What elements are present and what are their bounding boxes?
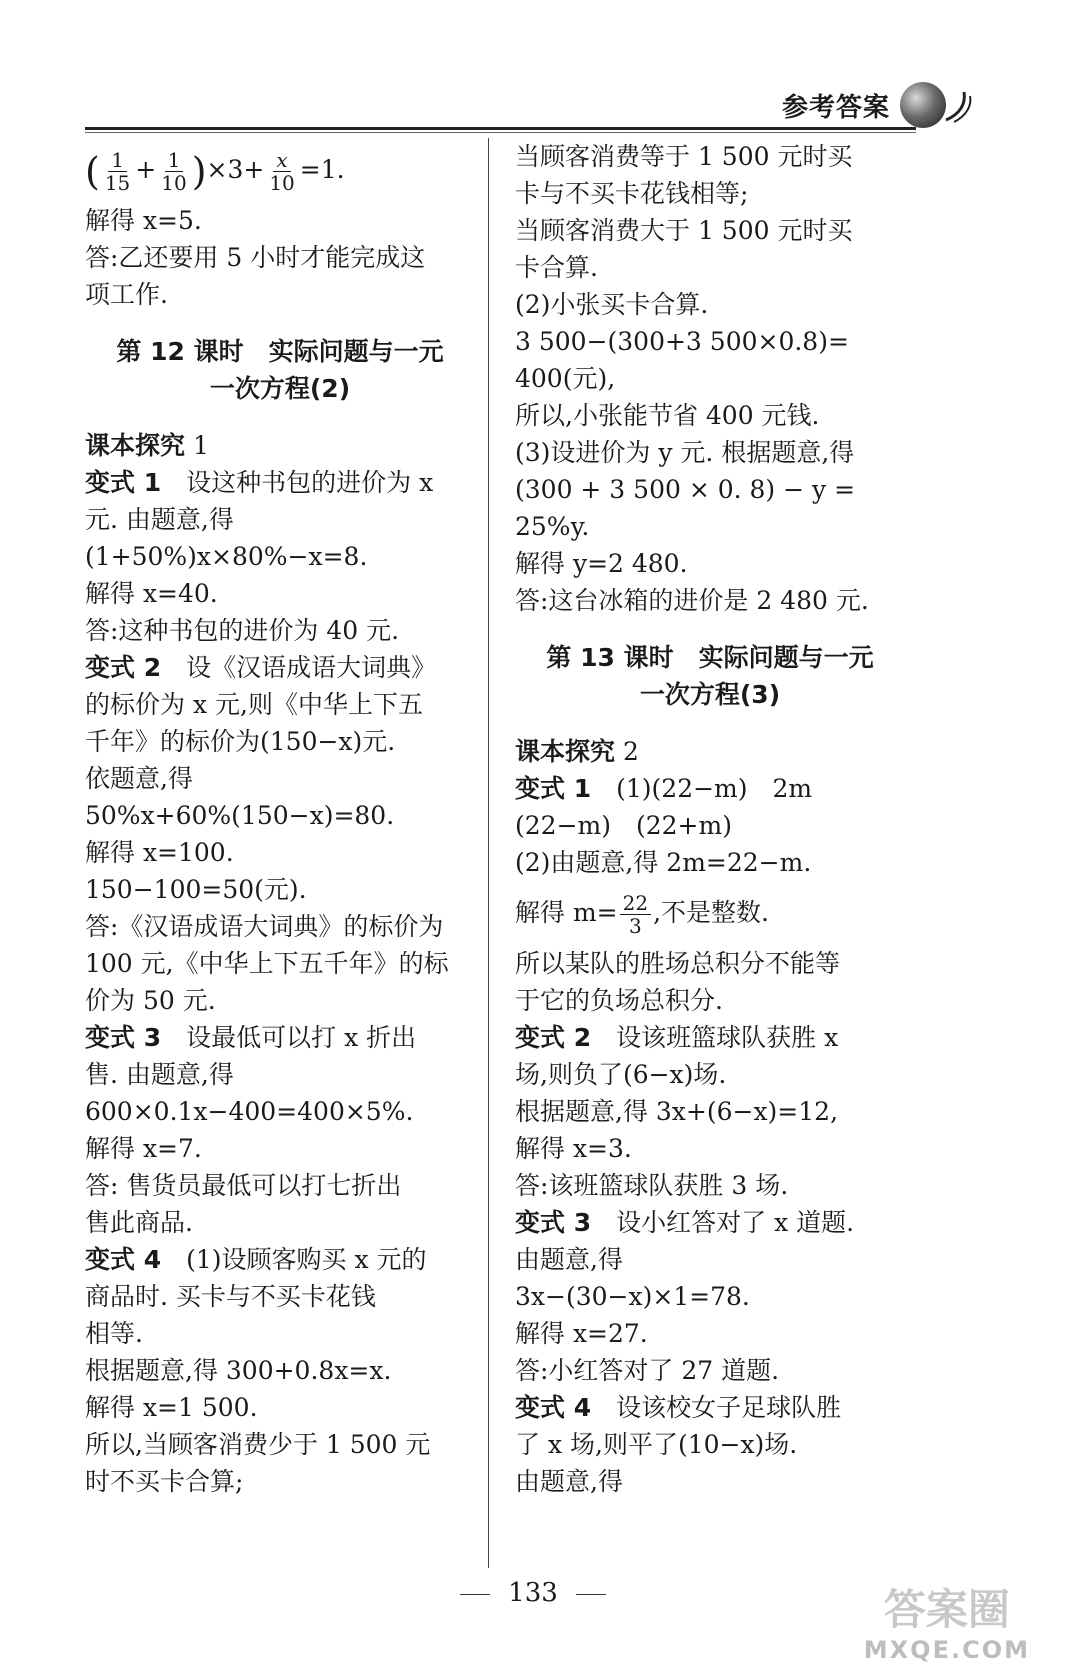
text-line: 商品时. 买卡与不买卡花钱 <box>85 1282 376 1311</box>
text-line: 解得 x=5. <box>85 206 202 235</box>
text-line: 答:《汉语成语大词典》的标价为 <box>85 912 444 941</box>
variant-2: 变式 2 设《汉语成语大词典》 <box>85 653 437 682</box>
variant-3: 变式 3 设最低可以打 x 折出 <box>85 1023 417 1052</box>
right-column <box>515 138 905 1500</box>
variant-4: 变式 4 (1)设顾客购买 x 元的 <box>85 1245 427 1274</box>
variant-1: 变式 1 (1)(22−m) 2m <box>515 774 813 803</box>
text-line: 50%x+60%(150−x)=80. <box>85 801 395 830</box>
globe-icon <box>900 82 946 128</box>
text-line: 依题意,得 <box>85 764 193 793</box>
text-line: 所以某队的胜场总积分不能等 <box>515 949 841 978</box>
variant-2: 变式 2 设该班篮球队获胜 x <box>515 1023 839 1052</box>
text-line: (2)小张买卡合算. <box>515 290 709 319</box>
text-line: 所以,小张能节省 400 元钱. <box>515 401 820 430</box>
text-line: 100 元,《中华上下五千年》的标 <box>85 949 449 978</box>
header-rule <box>85 127 916 130</box>
variant-3: 变式 3 设小红答对了 x 道题. <box>515 1208 855 1237</box>
text-line: 卡与不买卡花钱相等; <box>515 179 749 208</box>
variant-4: 变式 4 设该校女子足球队胜 <box>515 1393 842 1422</box>
text-line: 由题意,得 <box>515 1245 623 1274</box>
header-rule-thin <box>85 132 916 133</box>
page-header <box>782 82 946 128</box>
text-line: 根据题意,得 300+0.8x=x. <box>85 1356 392 1385</box>
fraction: $\frac{22}{3}$ <box>620 892 651 937</box>
text-line: 解得 x=27. <box>515 1319 648 1348</box>
text-line: 400(元), <box>515 364 616 393</box>
text-line: 答:这台冰箱的进价是 2 480 元. <box>515 586 869 615</box>
text-line: 答:小红答对了 27 道题. <box>515 1356 780 1385</box>
text-line: 了 x 场,则平了(10−x)场. <box>515 1430 798 1459</box>
fraction: $\frac{1}{15}$ <box>104 148 131 195</box>
text-line: 当顾客消费等于 1 500 元时买 <box>515 142 853 171</box>
text-line: (1+50%)x×80%−x=8. <box>85 542 368 571</box>
text-line: 答:乙还要用 5 小时才能完成这 <box>85 243 426 272</box>
section-title-13: 第 13 课时 实际问题与一元 一次方程(3) <box>546 643 874 709</box>
text-line: 答: 售货员最低可以打七折出 <box>85 1171 402 1200</box>
text-line: 当顾客消费大于 1 500 元时买 <box>515 216 853 245</box>
text-line: 解得 x=1 500. <box>85 1393 258 1422</box>
text-line: (3)设进价为 y 元. 根据题意,得 <box>515 438 855 467</box>
text-line: 根据题意,得 3x+(6−x)=12, <box>515 1097 839 1126</box>
text-line: (300 + 3 500 × 0. 8) − y = <box>515 475 856 504</box>
text-line: 解得 x=100. <box>85 838 234 867</box>
text-line: 25%y. <box>515 512 590 541</box>
text-line: 解得 x=40. <box>85 579 218 608</box>
text-line: 千年》的标价为(150−x)元. <box>85 727 396 756</box>
text-line: 于它的负场总积分. <box>515 986 723 1015</box>
left-column <box>85 138 475 1500</box>
text-line: 由题意,得 <box>515 1467 623 1496</box>
text-line: 答:该班篮球队获胜 3 场. <box>515 1171 789 1200</box>
text-line: 售此商品. <box>85 1208 193 1237</box>
text-line: 的标价为 x 元,则《中华上下五 <box>85 690 423 719</box>
explore-heading: 课本探究 1 <box>85 431 209 460</box>
explore-heading: 课本探究 2 <box>515 737 639 766</box>
fraction-equation: ( $\frac{1}{15}$ + $\frac{1}{10}$ )×3+ $\frac{x}{10}$ =1. <box>85 148 345 195</box>
header-title: 参考答案 <box>781 92 890 123</box>
text-line: 售. 由题意,得 <box>85 1060 234 1089</box>
text-line: 600×0.1x−400=400×5%. <box>85 1097 414 1126</box>
text-line: 解得 x=3. <box>515 1134 632 1163</box>
text-line: 答:这种书包的进价为 40 元. <box>85 616 400 645</box>
text-line: 150−100=50(元). <box>85 875 307 904</box>
text-line: (22−m) (22+m) <box>515 811 732 840</box>
text-line: 时不买卡合算; <box>85 1467 244 1496</box>
fraction: $\frac{x}{10}$ <box>269 148 295 195</box>
text-line: 元. 由题意,得 <box>85 505 234 534</box>
text-line: 相等. <box>85 1319 143 1348</box>
watermark-logo: 答案圈 MXQE.COM <box>863 1585 1030 1664</box>
column-divider <box>488 138 489 1568</box>
text-line: 解得 x=7. <box>85 1134 202 1163</box>
text-line: 所以,当顾客消费少于 1 500 元 <box>85 1430 431 1459</box>
section-title-12: 第 12 课时 实际问题与一元 一次方程(2) <box>116 337 444 403</box>
fraction: $\frac{1}{10}$ <box>161 148 187 195</box>
text-line: 场,则负了(6−x)场. <box>515 1060 727 1089</box>
text-line: 3x−(30−x)×1=78. <box>515 1282 750 1311</box>
variant-1: 变式 1 设这种书包的进价为 x <box>85 468 434 497</box>
text-line: 3 500−(300+3 500×0.8)= <box>515 327 849 356</box>
fraction-solution: 解得 m= $\frac{22}{3}$ ,不是整数. <box>515 891 769 938</box>
text-line: 项工作. <box>85 280 168 309</box>
swoosh-icon <box>942 88 972 124</box>
text-line: 价为 50 元. <box>85 986 216 1015</box>
text-line: (2)由题意,得 2m=22−m. <box>515 848 812 877</box>
text-line: 解得 y=2 480. <box>515 549 688 578</box>
text-line: 卡合算. <box>515 253 598 282</box>
page-number: 133 <box>508 1578 558 1608</box>
